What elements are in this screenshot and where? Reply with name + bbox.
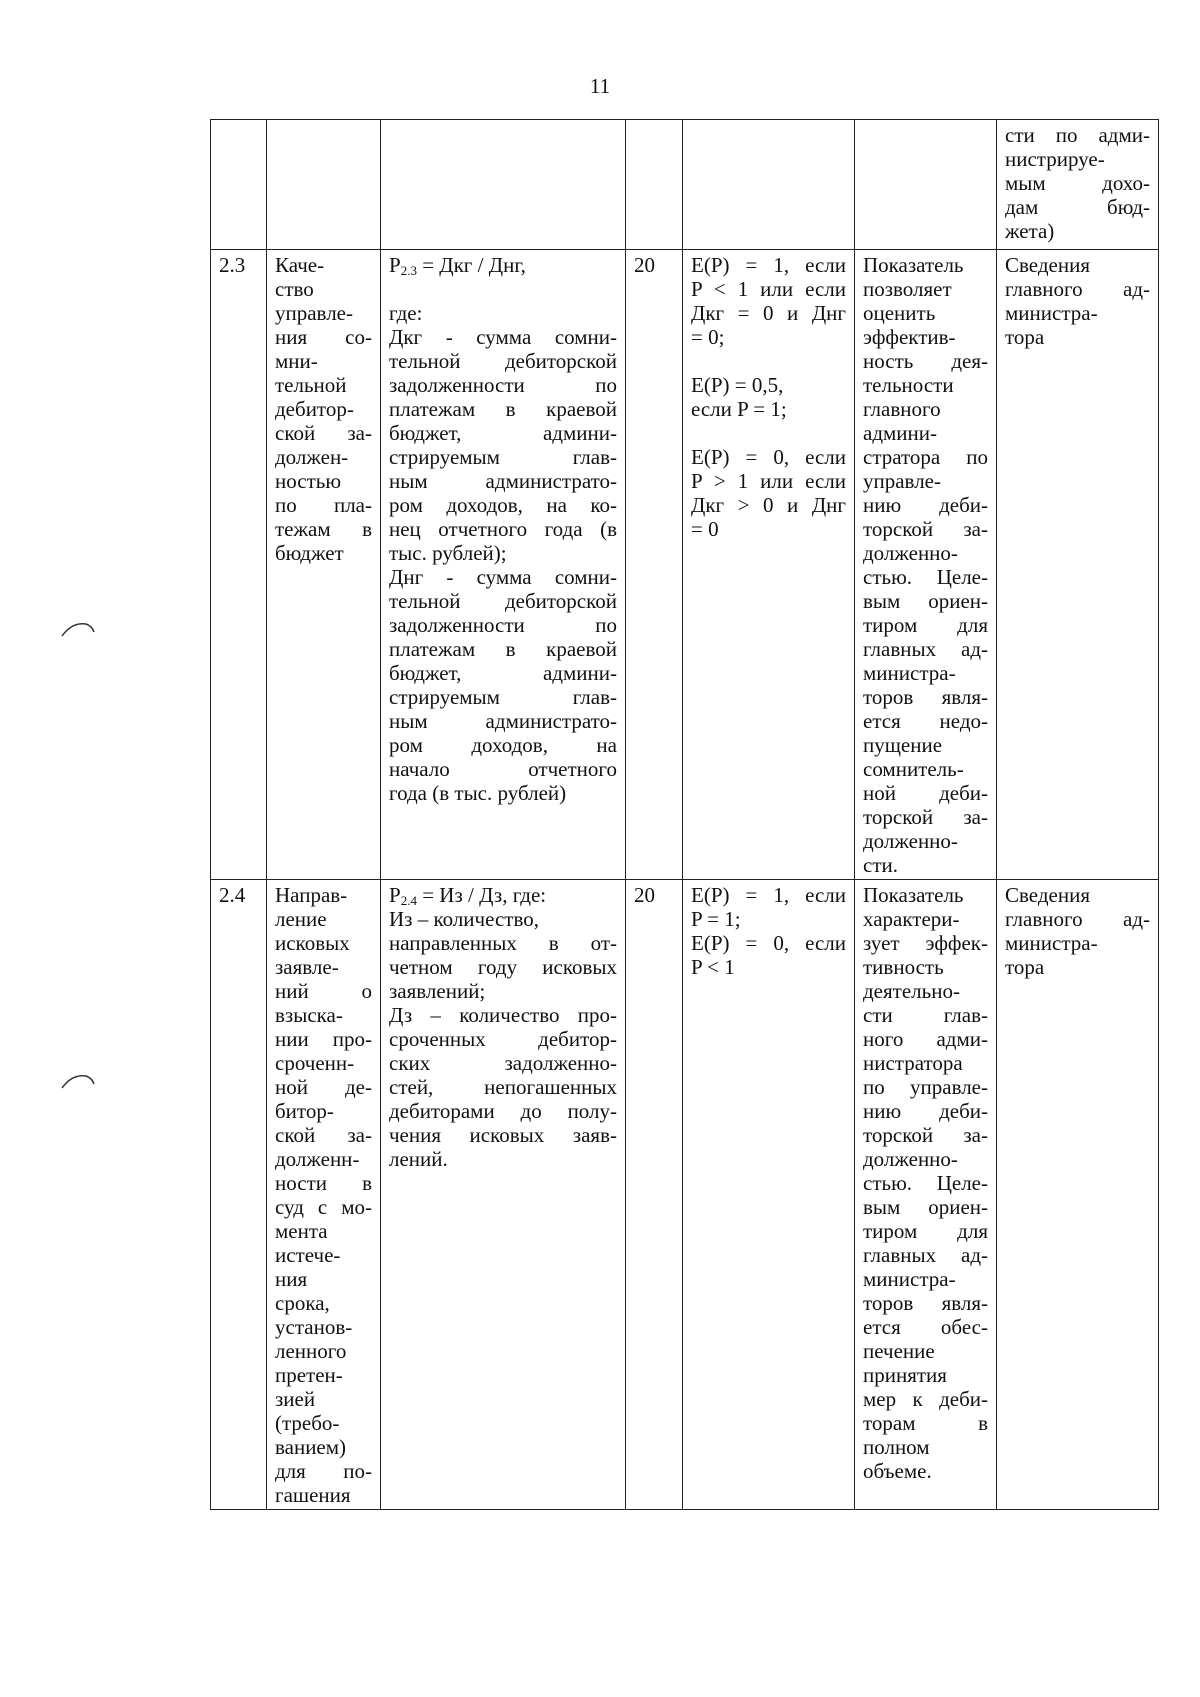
cell-line: тора: [1005, 955, 1045, 979]
cell-line: сти по адми-: [1005, 123, 1150, 147]
cell-line: начало отчетного: [389, 757, 617, 781]
cell-line: нию деби-: [863, 1099, 988, 1123]
cell-line: заявлений;: [389, 979, 486, 1003]
cell-line: нию деби-: [863, 493, 988, 517]
cell-line: вым ориен-: [863, 589, 988, 613]
cell-line: E(P) = 0, если: [691, 931, 846, 955]
cell-line: Дкг > 0 и Днг: [691, 493, 846, 517]
cell-line: стратора по: [863, 445, 988, 469]
cell-line: стрируемым глав-: [389, 685, 617, 709]
cell-line: [691, 349, 846, 373]
cell-line: = 0;: [691, 325, 725, 349]
cell-line: мым дохо-: [1005, 171, 1150, 195]
cell-weight: 20: [626, 880, 683, 1510]
cell-line: Каче-: [275, 253, 325, 277]
cell-line: ванием): [275, 1435, 347, 1459]
cell-line: ство: [275, 277, 314, 301]
cell-line: тельной дебиторской: [389, 349, 617, 373]
cell-line: ной де-: [275, 1075, 372, 1099]
cell-line: Показатель: [863, 253, 964, 277]
cell-line: вым ориен-: [863, 1195, 988, 1219]
cell-num: [211, 120, 267, 250]
cell-line: срока,: [275, 1291, 330, 1315]
cell-line: исковых: [275, 931, 350, 955]
cell-line: админи-: [863, 421, 938, 445]
cell-line: управле-: [863, 469, 941, 493]
cell-line: ности в: [275, 1171, 372, 1195]
cell-line: где:: [389, 301, 423, 325]
cell-line: P < 1 или если: [691, 277, 846, 301]
cell-name: [267, 880, 381, 1510]
cell-line: тивность: [863, 955, 944, 979]
cell-line: объеме.: [863, 1459, 932, 1483]
cell-line: E(P) = 0,5,: [691, 373, 784, 397]
cell-line: P > 1 или если: [691, 469, 846, 493]
cell-comment: [855, 250, 997, 880]
scan-mark-lower: [60, 1070, 100, 1094]
page-number: 11: [589, 74, 611, 98]
cell-line: претен-: [275, 1363, 343, 1387]
cell-line: бюджет, админи-: [389, 421, 617, 445]
cell-line: главного: [863, 397, 941, 421]
cell-line: должен-: [275, 445, 349, 469]
cell-line: нистратора: [863, 1051, 963, 1075]
cell-line: битор-: [275, 1099, 334, 1123]
cell-line: ного адми-: [863, 1027, 988, 1051]
cell-line: четном году исковых: [389, 955, 617, 979]
cell-line: ской за-: [275, 421, 372, 445]
cell-line: платежам в краевой: [389, 637, 617, 661]
cell-line: мни-: [275, 349, 318, 373]
cell-line: Дкг = 0 и Днг: [691, 301, 846, 325]
cell-line: по управле-: [863, 1075, 988, 1099]
cell-line: главных ад-: [863, 1243, 988, 1267]
cell-line: стью. Целе-: [863, 1171, 988, 1195]
cell-line: долженно-: [863, 541, 958, 565]
cell-line: истече-: [275, 1243, 341, 1267]
cell-line: ление: [275, 907, 327, 931]
cell-line: ным администрато-: [389, 469, 617, 493]
cell-source: [997, 120, 1159, 250]
cell-line: гашения: [275, 1483, 351, 1507]
cell-line: мента: [275, 1219, 328, 1243]
cell-line: характери-: [863, 907, 960, 931]
cell-line: главного ад-: [1005, 277, 1150, 301]
cell-line: тыс. рублей);: [389, 541, 507, 565]
cell-formula: [381, 120, 626, 250]
cell-line: тельности: [863, 373, 954, 397]
cell-line: тельной: [275, 373, 347, 397]
cell-line: Днг - сумма сомни-: [389, 565, 617, 589]
cell-line: лений.: [389, 1147, 448, 1171]
cell-line: ется обес-: [863, 1315, 988, 1339]
cell-line: тора: [1005, 325, 1045, 349]
cell-line: торов явля-: [863, 1291, 988, 1315]
formula-head: $P_{2.3}$ = Дкг / Днг,: [389, 253, 526, 278]
cell-weight: 20: [626, 250, 683, 880]
table-row: [211, 120, 1159, 250]
cell-line: ских задолженно-: [389, 1051, 617, 1075]
cell-line: по пла-: [275, 493, 372, 517]
cell-line: [691, 421, 846, 445]
table-row: [211, 250, 1159, 880]
cell-line: ской за-: [275, 1123, 372, 1147]
cell-line: бюджет: [275, 541, 344, 565]
cell-line: зует эффек-: [863, 931, 988, 955]
cell-line: E(P) = 1, если: [691, 253, 846, 277]
cell-line: сти.: [863, 853, 898, 877]
cell-line: тиром для: [863, 613, 988, 637]
cell-line: установ-: [275, 1315, 353, 1339]
cell-line: Дкг - сумма сомни-: [389, 325, 617, 349]
cell-line: ной деби-: [863, 781, 988, 805]
cell-line: торской за-: [863, 805, 988, 829]
cell-line: торской за-: [863, 517, 988, 541]
cell-line: направленных в от-: [389, 931, 617, 955]
cell-line: стью. Целе-: [863, 565, 988, 589]
cell-num: 2.3: [211, 250, 267, 880]
cell-line: ния со-: [275, 325, 372, 349]
cell-line: ром доходов, на: [389, 733, 617, 757]
cell-line: тельной дебиторской: [389, 589, 617, 613]
table-row: [211, 880, 1159, 1510]
cell-line: ется недо-: [863, 709, 988, 733]
cell-line: Дз – количество про-: [389, 1003, 617, 1027]
cell-line: полном: [863, 1435, 930, 1459]
cell-line: бюджет, админи-: [389, 661, 617, 685]
cell-line: P < 1: [691, 955, 735, 979]
cell-name: [267, 250, 381, 880]
cell-line: нии про-: [275, 1027, 372, 1051]
cell-line: ностью: [275, 469, 342, 493]
cell-line: позволяет: [863, 277, 952, 301]
cell-line: P = 1;: [691, 907, 741, 931]
cell-line: министра-: [863, 661, 956, 685]
cell-line: управле-: [275, 301, 353, 325]
cell-source: [997, 250, 1159, 880]
cell-line: суд с мо-: [275, 1195, 372, 1219]
cell-line: тиром для: [863, 1219, 988, 1243]
cell-line: [389, 277, 617, 301]
cell-line: платежам в краевой: [389, 397, 617, 421]
cell-line: сроченных дебитор-: [389, 1027, 617, 1051]
cell-line: министра-: [863, 1267, 956, 1291]
cell-line: дам бюд-: [1005, 195, 1150, 219]
cell-line: стрируемым глав-: [389, 445, 617, 469]
cell-line: торской за-: [863, 1123, 988, 1147]
cell-line: для по-: [275, 1459, 372, 1483]
cell-line: мер к деби-: [863, 1387, 988, 1411]
cell-line: ний о: [275, 979, 372, 1003]
cell-line: задолженности по: [389, 373, 617, 397]
cell-line: чения исковых заяв-: [389, 1123, 617, 1147]
cell-line: дебитор-: [275, 397, 354, 421]
cell-line: эффектив-: [863, 325, 956, 349]
cell-line: Направ-: [275, 883, 348, 907]
cell-line: министра-: [1005, 931, 1098, 955]
cell-evaluation: [683, 120, 855, 250]
cell-line: жета): [1005, 219, 1055, 243]
cell-source: [997, 880, 1159, 1510]
cell-line: E(P) = 1, если: [691, 883, 846, 907]
cell-line: = 0: [691, 517, 719, 541]
cell-line: долженно-: [863, 1147, 958, 1171]
cell-weight: [626, 120, 683, 250]
cell-num: 2.4: [211, 880, 267, 1510]
cell-line: если P = 1;: [691, 397, 787, 421]
cell-line: пущение: [863, 733, 943, 757]
cell-name: [267, 120, 381, 250]
cell-formula: [381, 250, 626, 880]
cell-line: министра-: [1005, 301, 1098, 325]
cell-line: года (в тыс. рублей): [389, 781, 567, 805]
cell-line: тежам в: [275, 517, 372, 541]
cell-comment: [855, 120, 997, 250]
cell-evaluation: [683, 880, 855, 1510]
cell-line: E(P) = 0, если: [691, 445, 846, 469]
cell-line: ность дея-: [863, 349, 988, 373]
cell-line: торам в: [863, 1411, 988, 1435]
cell-line: нец отчетного года (в: [389, 517, 617, 541]
cell-line: взыска-: [275, 1003, 343, 1027]
cell-line: Показатель: [863, 883, 964, 907]
formula-head: $P_{2.4}$ = Из / Дз, где:: [389, 883, 547, 908]
cell-line: (требо-: [275, 1411, 340, 1435]
cell-line: ния: [275, 1267, 308, 1291]
cell-line: главного ад-: [1005, 907, 1150, 931]
cell-line: дебиторами до полу-: [389, 1099, 617, 1123]
cell-line: сомнитель-: [863, 757, 964, 781]
cell-line: оценить: [863, 301, 936, 325]
cell-line: печение: [863, 1339, 935, 1363]
cell-line: деятельно-: [863, 979, 960, 1003]
cell-line: заявле-: [275, 955, 339, 979]
cell-line: ным администрато-: [389, 709, 617, 733]
cell-line: долженн-: [275, 1147, 360, 1171]
cell-line: стей, непогашенных: [389, 1075, 617, 1099]
cell-line: задолженности по: [389, 613, 617, 637]
cell-line: нистрируе-: [1005, 147, 1105, 171]
cell-line: принятия: [863, 1363, 947, 1387]
scan-mark-upper: [60, 618, 100, 642]
cell-line: зией: [275, 1387, 316, 1411]
cell-line: Сведения: [1005, 883, 1090, 907]
cell-evaluation: [683, 250, 855, 880]
cell-line: долженно-: [863, 829, 958, 853]
cell-line: Сведения: [1005, 253, 1090, 277]
cell-line: Из – количество,: [389, 907, 539, 931]
cell-line: торов явля-: [863, 685, 988, 709]
cell-line: сроченн-: [275, 1051, 355, 1075]
cell-line: ром доходов, на ко-: [389, 493, 617, 517]
indicators-table: [210, 119, 1159, 1510]
cell-formula: [381, 880, 626, 1510]
cell-line: ленного: [275, 1339, 347, 1363]
cell-line: сти глав-: [863, 1003, 988, 1027]
cell-comment: [855, 880, 997, 1510]
cell-line: главных ад-: [863, 637, 988, 661]
